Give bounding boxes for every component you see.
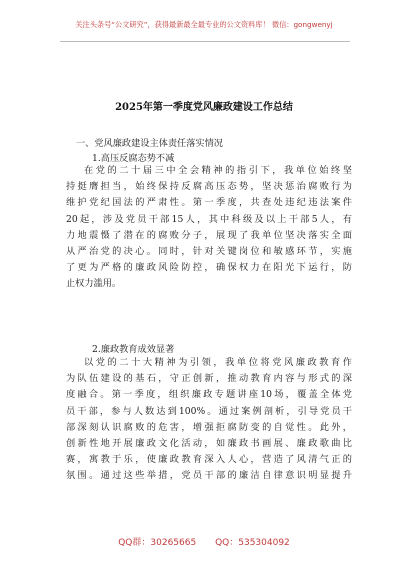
header-banner: 关注头条号“公文研究”，获得最新最全最专业的公文资料库！ 微信：gongwenyj — [75, 20, 333, 29]
header-divider — [60, 41, 350, 42]
document-title: 2025年第一季度党风廉政建设工作总结 — [115, 102, 293, 113]
paragraph-line: 员干部，参与人数达到100%。通过案例剖析，引导党员干 — [66, 405, 352, 417]
paragraph-line: 氛围。通过这些举措，党员干部的廉洁自律意识明显提升 — [66, 470, 352, 482]
footer-contact — [0, 535, 408, 548]
paragraph-line: 创新性地开展廉政文化活动，如廉政书画展、廉政歌曲比 — [66, 438, 352, 450]
footer-qq-group: QQ群：30265665 — [118, 538, 197, 548]
paragraph-line: 度融合。第一季度，组织廉政专题讲座10场，覆盖全体党 — [66, 389, 352, 401]
footer-qq: QQ：535304092 — [215, 538, 290, 548]
paragraph-line: 力地震慑了潜在的腐败分子，展现了我单位坚决落实全面 — [66, 229, 352, 241]
paragraph-line: 止权力滥用。 — [66, 278, 122, 290]
paragraph-line: 持挺膺担当，始终保持反腐高压态势，坚决惩治腐败行为 — [66, 181, 352, 193]
paragraph-line: 赛，寓教于乐，使廉政教育深入人心，营造了风清气正的 — [66, 454, 352, 466]
paragraph-line: 从严治党的决心。同时，针对关键岗位和敏感环节，实施 — [66, 246, 352, 258]
paragraph-line: 部深刻认识腐败的危害，增强拒腐防变的自觉性。此外， — [66, 421, 352, 433]
paragraph-line: 以党的二十大精神为引领，我单位将党风廉政教育作 — [84, 357, 352, 368]
paragraph-1 — [66, 163, 352, 293]
paragraph-2 — [66, 355, 352, 485]
subsection-heading-1: 1.高压反腐态势不减 — [92, 153, 175, 164]
subsection-heading-2: 2.廉政教育成效显著 — [92, 344, 175, 355]
paragraph-line: 20起，涉及党员干部15人，其中科级及以上干部5人，有 — [66, 213, 352, 225]
paragraph-line: 为队伍建设的基石，守正创新，推动教育内容与形式的深 — [66, 373, 352, 385]
paragraph-line: 维护党纪国法的严肃性。第一季度，共查处违纪违法案件 — [66, 197, 352, 209]
paragraph-line: 了更为严格的廉政风险防控，确保权力在阳光下运行，防 — [66, 262, 352, 274]
section-heading: 一、党风廉政建设主体责任落实情况 — [76, 138, 223, 149]
paragraph-line: 在党的二十届三中全会精神的指引下，我单位始终坚 — [84, 165, 352, 176]
